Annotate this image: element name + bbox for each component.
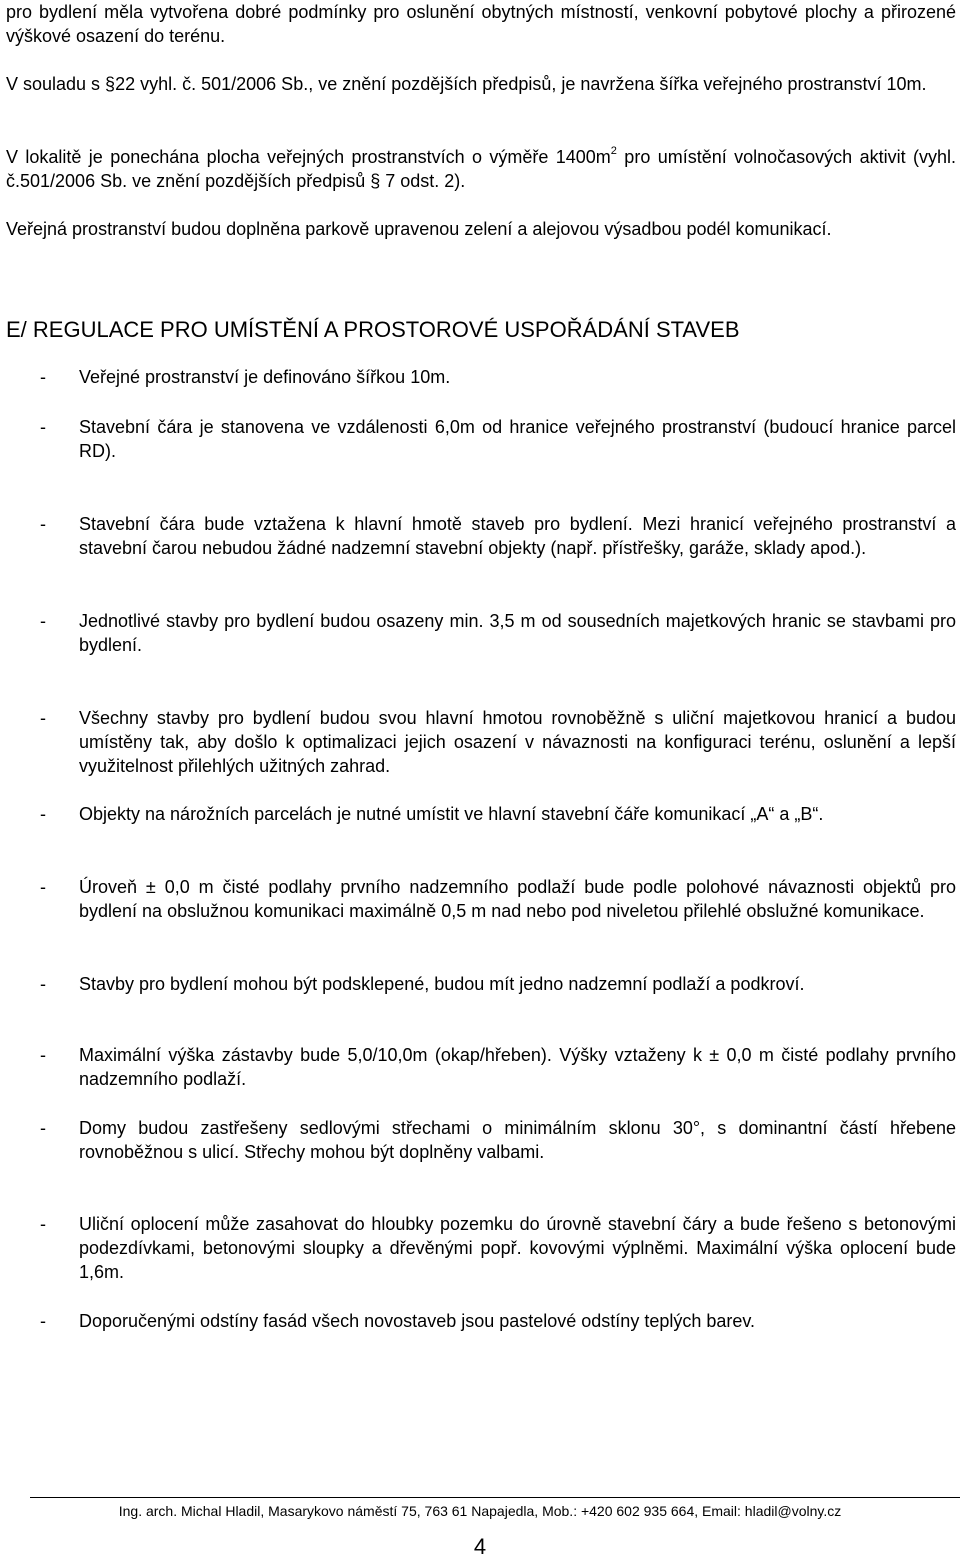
list-item-text: Jednotlivé stavby pro bydlení budou osazeny min. 3,5 m od sousedních majetkových hranic se stavbami pro bydlení. xyxy=(79,611,956,655)
list-item-text: Stavby pro bydlení mohou být podsklepené, budou mít jedno nadzemní podlaží a podkroví. xyxy=(79,974,805,994)
footer-divider xyxy=(30,1497,960,1498)
bullet-dash: - xyxy=(40,804,46,824)
bullet-dash: - xyxy=(40,367,46,387)
footer-contact: Ing. arch. Michal Hladil, Masarykovo náměstí 75, 763 61 Napajedla, Mob.: +420 602 935 664, Email: hladil@volny.cz xyxy=(118,1503,842,1519)
bullet-dash: - xyxy=(40,1311,46,1331)
list-item-text: Veřejné prostranství je definováno šířkou 10m. xyxy=(79,367,451,387)
bullet-dash: - xyxy=(40,974,46,994)
bullet-dash: - xyxy=(40,877,46,897)
page-number: 4 xyxy=(473,1534,487,1559)
paragraph-area-text: V lokalitě je ponechána plocha veřejných prostranstvích o výměře 1400m xyxy=(6,147,611,167)
bullet-dash: - xyxy=(40,417,46,437)
list-item-text: Domy budou zastřešeny sedlovými střechami o minimálním sklonu 30°, s dominantní částí hřebene rovnoběžnou s ulicí. Střechy mohou být doplněny valbami. xyxy=(79,1118,956,1162)
section-heading: E/ REGULACE PRO UMÍSTĚNÍ A PROSTOROVÉ USPOŘÁDÁNÍ STAVEB xyxy=(6,317,740,342)
bullet-dash: - xyxy=(40,708,46,728)
list-item-text: Stavební čára bude vztažena k hlavní hmotě staveb pro bydlení. Mezi hranicí veřejného prostranství a stavební čarou nebudou žádné nadzemní stavební objekty (např. přístřešky, garáže, sklady apod.). xyxy=(79,514,956,558)
list-item-text: Doporučenými odstíny fasád všech novostaveb jsou pastelové odstíny teplých barev. xyxy=(79,1311,756,1331)
bullet-dash: - xyxy=(40,514,46,534)
list-item-text: Maximální výška zástavby bude 5,0/10,0m (okap/hřeben). Výšky vztaženy k ± 0,0 m čisté podlahy prvního nadzemního podlaží. xyxy=(79,1045,956,1089)
bullet-dash: - xyxy=(40,1118,46,1138)
list-item-text: Uliční oplocení může zasahovat do hloubky pozemku do úrovně stavební čáry a bude řešeno s betonovými podezdívkami, betonovými sloupky a dřevěnými popř. kovovými výplněmi. Maximální výška oplocení bude 1,6m. xyxy=(79,1214,956,1282)
list-item-text: Všechny stavby pro bydlení budou svou hlavní hmotou rovnoběžně s uliční majetkovou hranicí a budou umístěny tak, aby došlo k optimalizaci jejich osazení v návaznosti na konfiguraci terénu, oslunění a lepší využitelnost přilehlých užitných zahrad. xyxy=(79,708,956,776)
paragraph-greenery: Veřejná prostranství budou doplněna parkově upravenou zelení a alejovou výsadbou podél komunikací. xyxy=(6,219,832,239)
bullet-dash: - xyxy=(40,1214,46,1234)
bullet-dash: - xyxy=(40,611,46,631)
list-item-text: Objekty na nárožních parcelách je nutné umístit ve hlavní stavební čáře komunikací „A“ a „B“. xyxy=(79,804,824,824)
paragraph-public-space-area xyxy=(6,145,956,193)
list-item-text: Úroveň ± 0,0 m čisté podlahy prvního nadzemního podlaží bude podle polohové návaznosti objektů pro bydlení na obslužnou komunikaci maximálně 0,5 m nad nebo pod niveletou přilehlé obslužné komunikace. xyxy=(79,877,956,921)
bullet-dash: - xyxy=(40,1045,46,1065)
list-item-text: Stavební čára je stanovena ve vzdálenosti 6,0m od hranice veřejného prostranství (budoucí hranice parcel RD). xyxy=(79,417,956,461)
superscript-2: 2 xyxy=(610,145,617,157)
paragraph-area-text-2: pro umístění volnočasových aktivit (vyhl. č.501/2006 Sb. ve znění pozdějších předpisů § 7 odst. 2). xyxy=(6,147,956,191)
paragraph-public-space-width: V souladu s §22 vyhl. č. 501/2006 Sb., ve znění pozdějších předpisů, je navržena šířka veřejného prostranství 10m. xyxy=(6,74,927,94)
paragraph-sunlight: pro bydlení měla vytvořena dobré podmínky pro oslunění obytných místností, venkovní pobytové plochy a přirozené výškové osazení do terénu. xyxy=(6,2,956,46)
